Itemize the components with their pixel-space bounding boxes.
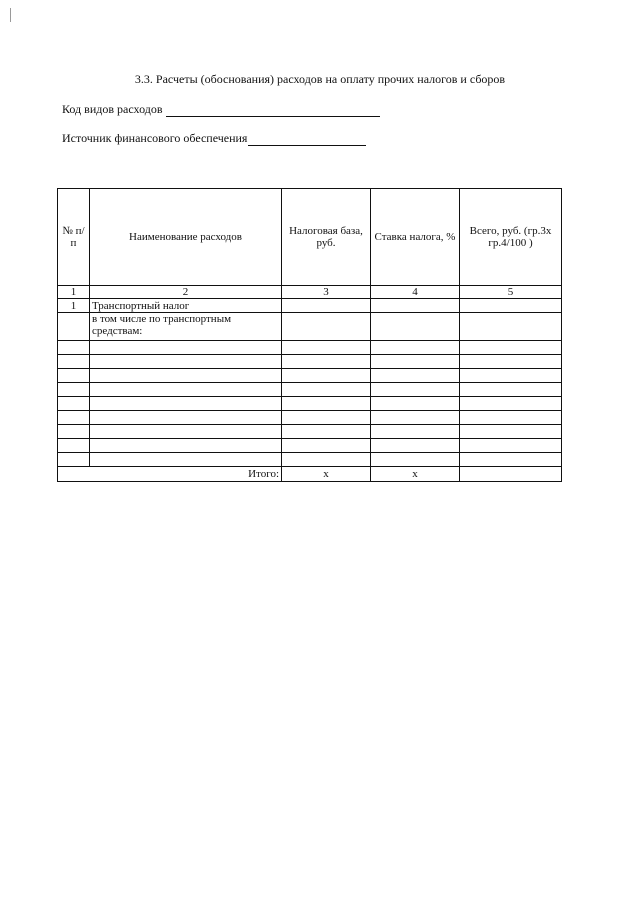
expense-name-cell: в том числе по транспортным средствам:: [90, 313, 282, 341]
total-cell[interactable]: [460, 383, 562, 397]
expense-name-cell[interactable]: [90, 369, 282, 383]
total-cell[interactable]: [460, 411, 562, 425]
tax-base-cell[interactable]: [282, 383, 371, 397]
expense-name-cell[interactable]: [90, 411, 282, 425]
total-cell[interactable]: [460, 439, 562, 453]
total-cell[interactable]: [460, 453, 562, 467]
tax-rate-cell[interactable]: [371, 425, 460, 439]
column-number: 3: [282, 286, 371, 299]
expense-name-cell[interactable]: [90, 425, 282, 439]
total-cell[interactable]: [460, 299, 562, 313]
table-row: [58, 411, 562, 425]
row-number-cell: [58, 369, 90, 383]
expense-name-cell[interactable]: [90, 439, 282, 453]
tax-base-cell[interactable]: [282, 439, 371, 453]
total-cell[interactable]: [460, 355, 562, 369]
table-row: [58, 453, 562, 467]
expense-name-cell[interactable]: [90, 453, 282, 467]
table-row: [58, 355, 562, 369]
row-number-cell: [58, 453, 90, 467]
expense-type-code-blank[interactable]: [166, 104, 380, 117]
tax-rate-cell[interactable]: [371, 369, 460, 383]
header-tax-rate: Ставка налога, %: [371, 189, 460, 286]
expense-type-code-label: Код видов расходов: [62, 102, 163, 116]
table-row: [58, 439, 562, 453]
row-number-cell: [58, 425, 90, 439]
column-number: 5: [460, 286, 562, 299]
header-number: № п/п: [58, 189, 90, 286]
tax-base-cell[interactable]: [282, 453, 371, 467]
expense-type-code-field: [62, 102, 380, 117]
table-row: [58, 299, 562, 313]
header-total: Всего, руб. (гр.3х гр.4/100 ): [460, 189, 562, 286]
tax-base-cell[interactable]: [282, 355, 371, 369]
total-label: Итого:: [58, 467, 282, 482]
expense-name-cell[interactable]: [90, 341, 282, 355]
table-row: [58, 383, 562, 397]
total-cell[interactable]: [460, 313, 562, 341]
row-number-cell: [58, 313, 90, 341]
total-tax-base: x: [282, 467, 371, 482]
row-number-cell: [58, 341, 90, 355]
scan-mark: [10, 8, 11, 22]
total-tax-rate: x: [371, 467, 460, 482]
tax-base-cell[interactable]: [282, 341, 371, 355]
row-number-cell: [58, 355, 90, 369]
row-number: 1: [58, 299, 90, 313]
header-expense-name: Наименование расходов: [90, 189, 282, 286]
row-number-cell: [58, 383, 90, 397]
expense-name-cell: Транспортный налог: [90, 299, 282, 313]
column-number-row: [58, 286, 562, 299]
column-number: 4: [371, 286, 460, 299]
table-row: [58, 425, 562, 439]
funding-source-label: Источник финансового обеспечения: [62, 131, 248, 145]
table-row: [58, 369, 562, 383]
tax-rate-cell[interactable]: [371, 313, 460, 341]
expense-name-cell[interactable]: [90, 383, 282, 397]
tax-base-cell[interactable]: [282, 397, 371, 411]
total-cell[interactable]: [460, 397, 562, 411]
tax-rate-cell[interactable]: [371, 383, 460, 397]
table-row: [58, 341, 562, 355]
row-number-cell: [58, 411, 90, 425]
row-number-cell: [58, 397, 90, 411]
tax-rate-cell[interactable]: [371, 439, 460, 453]
tax-base-cell[interactable]: [282, 313, 371, 341]
tax-base-cell[interactable]: [282, 299, 371, 313]
tax-base-cell[interactable]: [282, 369, 371, 383]
tax-rate-cell[interactable]: [371, 453, 460, 467]
header-row: [58, 189, 562, 286]
tax-rate-cell[interactable]: [371, 411, 460, 425]
tax-base-cell[interactable]: [282, 425, 371, 439]
tax-rate-cell[interactable]: [371, 397, 460, 411]
funding-source-blank[interactable]: [248, 133, 366, 146]
total-cell[interactable]: [460, 341, 562, 355]
column-number: 2: [90, 286, 282, 299]
column-number: 1: [58, 286, 90, 299]
total-row: [58, 467, 562, 482]
expense-name-cell[interactable]: [90, 397, 282, 411]
total-sum-cell[interactable]: [460, 467, 562, 482]
tax-base-cell[interactable]: [282, 411, 371, 425]
total-cell[interactable]: [460, 425, 562, 439]
total-cell[interactable]: [460, 369, 562, 383]
tax-rate-cell[interactable]: [371, 355, 460, 369]
header-tax-base: Налоговая база, руб.: [282, 189, 371, 286]
tax-calculation-table: [57, 188, 562, 482]
table-row: [58, 397, 562, 411]
funding-source-field: [62, 131, 366, 146]
tax-rate-cell[interactable]: [371, 341, 460, 355]
row-number-cell: [58, 439, 90, 453]
tax-rate-cell[interactable]: [371, 299, 460, 313]
expense-name-cell[interactable]: [90, 355, 282, 369]
document-title: 3.3. Расчеты (обоснования) расходов на оплату прочих налогов и сборов: [134, 72, 506, 86]
table-row: [58, 313, 562, 341]
